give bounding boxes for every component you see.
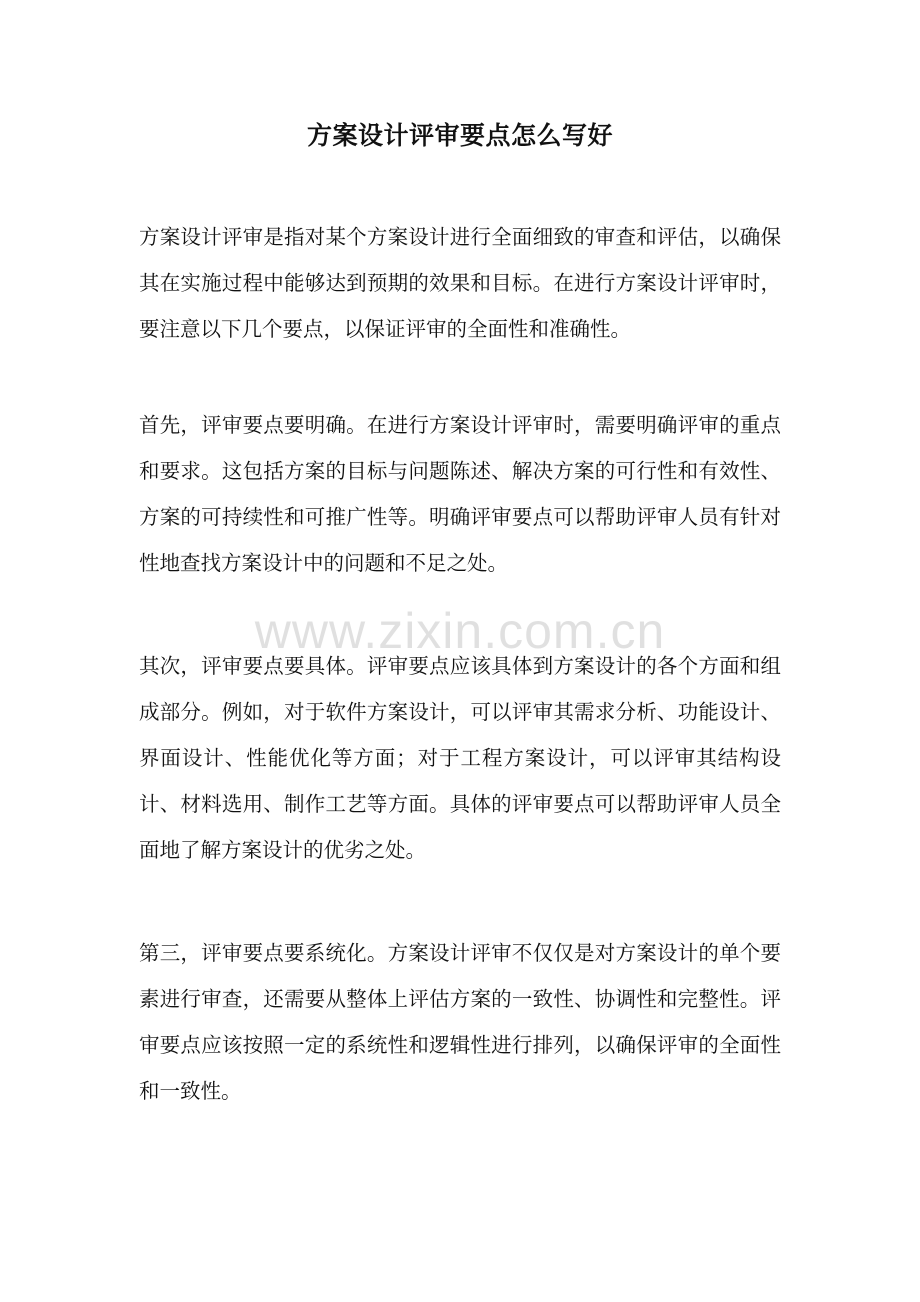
paragraph-third-point: 第三，评审要点要系统化。方案设计评审不仅仅是对方案设计的单个要素进行审查，还需要从整体上评估方案的一致性、协调性和完整性。评审要点应该按照一定的系统性和逻辑性进行排列，以确保评审的全面性和一致性。	[139, 941, 781, 1103]
paragraph-second-point: 其次，评审要点要具体。评审要点应该具体到方案设计的各个方面和组成部分。例如，对于软件方案设计，可以评审其需求分析、功能设计、界面设计、性能优化等方面；对于工程方案设计，可以评审其结构设计、材料选用、制作工艺等方面。具体的评审要点可以帮助评审人员全面地了解方案设计的优劣之处。	[139, 654, 781, 862]
paragraph-intro: 方案设计评审是指对某个方案设计进行全面细致的审查和评估，以确保其在实施过程中能够达到预期的效果和目标。在进行方案设计评审时，要注意以下几个要点，以保证评审的全面性和准确性。	[139, 225, 781, 341]
document-title: 方案设计评审要点怎么写好	[306, 121, 613, 150]
paragraph-first-point: 首先，评审要点要明确。在进行方案设计评审时，需要明确评审的重点和要求。这包括方案的目标与问题陈述、解决方案的可行性和有效性、方案的可持续性和可推广性等。明确评审要点可以帮助评审人员有针对性地查找方案设计中的问题和不足之处。	[139, 413, 781, 575]
watermark-text: www.zixin.com.cn	[254, 603, 666, 659]
